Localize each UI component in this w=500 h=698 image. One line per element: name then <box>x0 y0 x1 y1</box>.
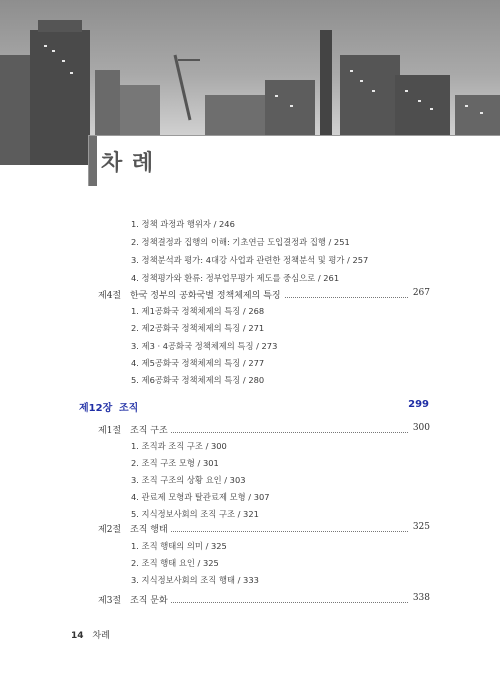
toc-item[interactable]: 4. 제5공화국 정책체제의 특징 / 277 <box>131 358 265 368</box>
toc-item[interactable]: 2. 조직 구조 모형 / 301 <box>131 458 219 468</box>
chapter-number: 제12장 <box>79 403 113 414</box>
toc-item[interactable]: 1. 조직 행태의 의미 / 325 <box>131 541 227 551</box>
chapter-heading[interactable] <box>79 399 429 413</box>
page-title: 차 례 <box>101 151 155 176</box>
section-number: 제3절 <box>98 596 122 606</box>
toc-section-row[interactable] <box>98 288 430 300</box>
toc-item[interactable]: 2. 조직 행태 요인 / 325 <box>131 558 219 568</box>
toc-section-row[interactable] <box>98 593 430 605</box>
section-title: 조직 행태 <box>130 522 171 535</box>
toc-item[interactable]: 2. 정책결정과 집행의 이해: 기초연금 도입결정과 집행 / 251 <box>131 237 350 247</box>
toc-item[interactable]: 3. 제3 · 4공화국 정책체제의 특징 / 273 <box>131 341 278 351</box>
section-title: 조직 구조 <box>130 423 171 436</box>
section-page: 300 <box>412 423 430 433</box>
toc-item[interactable]: 1. 정책 과정과 행위자 / 246 <box>131 219 235 229</box>
toc-item[interactable]: 2. 제2공화국 정책체제의 특징 / 271 <box>131 323 265 333</box>
toc-item[interactable]: 3. 지식정보사회의 조직 행태 / 333 <box>131 575 259 585</box>
footer-label: 차례 <box>92 631 110 641</box>
section-title: 한국 정부의 공화국별 정책체제의 특징 <box>130 288 284 301</box>
section-number: 제4절 <box>98 291 122 301</box>
toc-item[interactable]: 1. 조직과 조직 구조 / 300 <box>131 441 227 451</box>
section-number: 제2절 <box>98 525 122 535</box>
toc-item[interactable]: 5. 제6공화국 정책체제의 특징 / 280 <box>131 375 265 385</box>
dot-leader <box>130 522 408 532</box>
toc-item[interactable]: 5. 지식정보사회의 조직 구조 / 321 <box>131 509 259 519</box>
chapter-page: 299 <box>408 399 429 410</box>
toc-item[interactable]: 4. 관료제 모형과 탈관료제 모형 / 307 <box>131 492 270 502</box>
title-accent-bar <box>89 136 97 186</box>
section-page: 267 <box>412 288 430 298</box>
toc-item[interactable]: 3. 정책분석과 평가: 4대강 사업과 관련한 정책분석 및 평가 / 257 <box>131 255 369 265</box>
toc-item[interactable]: 3. 조직 구조의 상황 요인 / 303 <box>131 475 246 485</box>
chapter-title: 조직 <box>119 403 139 414</box>
toc-section-row[interactable] <box>98 522 430 534</box>
toc-item[interactable]: 4. 정책평가와 환류: 정부업무평가 제도를 중심으로 / 261 <box>131 273 340 283</box>
section-title: 조직 문화 <box>130 593 171 606</box>
toc-item[interactable]: 1. 제1공화국 정책체제의 특징 / 268 <box>131 306 265 316</box>
footer-page-number: 14 <box>71 631 84 641</box>
section-number: 제1절 <box>98 426 122 436</box>
dot-leader <box>130 593 408 603</box>
page-footer <box>71 628 110 641</box>
dot-leader <box>130 423 408 433</box>
toc-title-box <box>88 135 500 186</box>
section-page: 338 <box>412 593 430 603</box>
toc-section-row[interactable] <box>98 423 430 435</box>
section-page: 325 <box>412 522 430 532</box>
